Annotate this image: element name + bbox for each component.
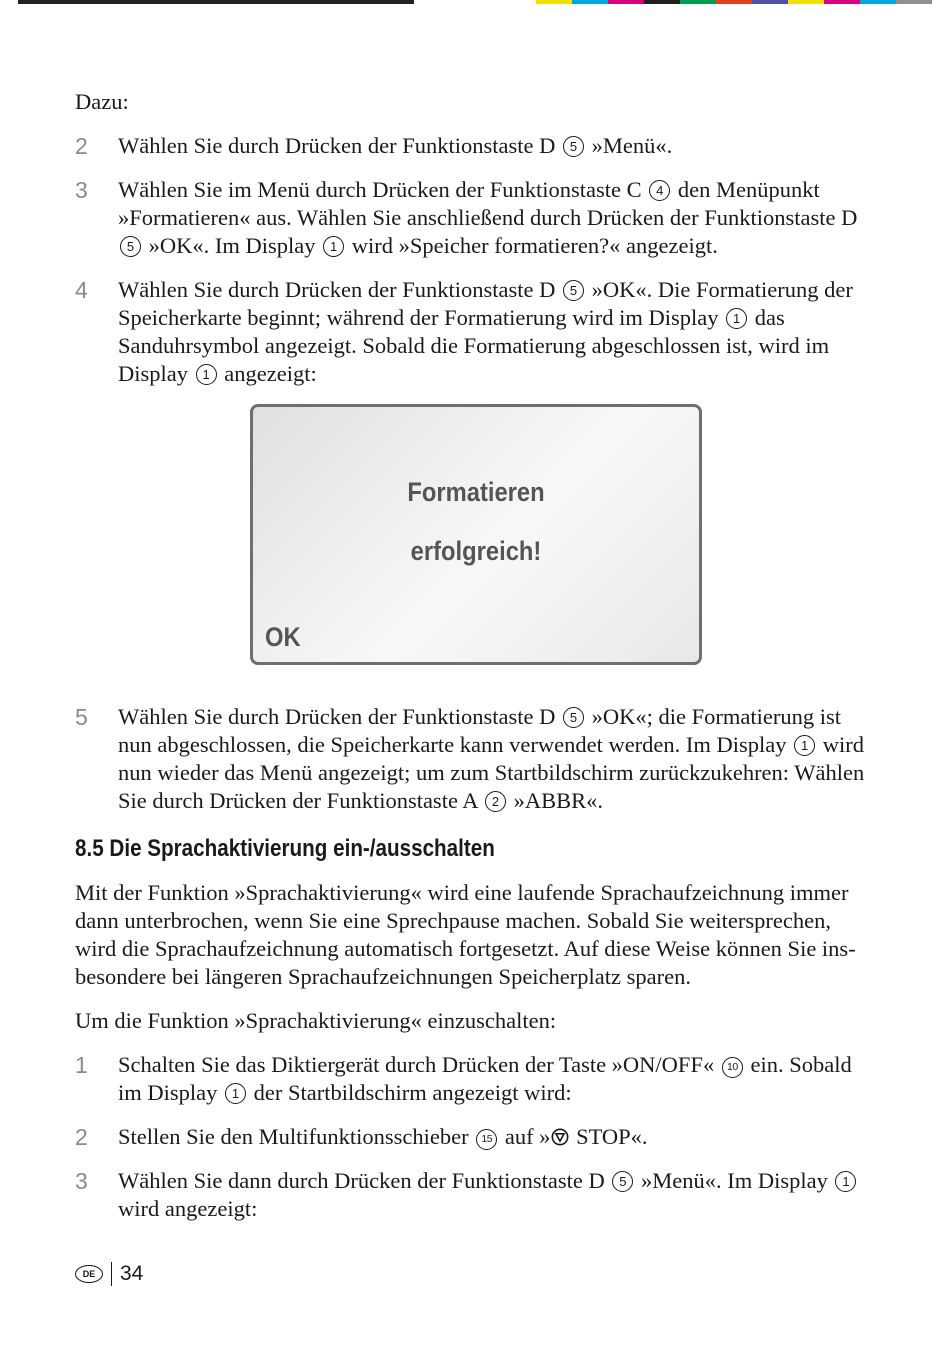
step-text-segment: »OK«. Im Display [143,233,322,258]
step-item [75,132,875,160]
color-bar-swatch [716,0,752,4]
step-text [118,133,672,158]
step-item [75,1051,875,1107]
step-text-segment: »Menü«. [586,133,673,158]
step-item [75,1123,875,1151]
reference-number-badge: 10 [722,1057,743,1078]
reference-number-badge: 4 [649,180,670,201]
step-text-segment: wird nun wieder das Menü angezeigt; um zum Startbildschirm zurückzukehren: Wählen Sie durch Drücken der Funktionstaste A [118,732,865,813]
step-list-formatting-end [75,703,875,815]
color-bar-swatch [572,0,608,4]
color-bar-swatch [608,0,644,4]
section-lead-text: Um die Funktion »Sprachaktivierung« einzuschalten: [75,1008,557,1033]
step-text-segment: den Menüpunkt »Formatieren« aus. Wählen Sie anschließend durch Drücken der Funktionstaste D [118,177,858,230]
step-text-segment: wird angezeigt: [118,1196,258,1221]
step-text-segment: ein. Sobald im Display [118,1052,852,1105]
step-item [75,176,875,260]
step-text-segment: Wählen Sie dann durch Drücken der Funktionstaste D [118,1168,611,1193]
step-text [118,277,853,386]
step-number: 3 [75,1168,88,1194]
step-number: 3 [75,177,88,203]
step-text-segment: das Sanduhrsymbol angezeigt. Sobald die Formatierung abgeschlossen ist, wird im Display [118,305,830,386]
section-paragraph: Mit der Funktion »Sprachaktivierung« wird eine laufende Sprachaufzeichnung immer dann unterbrochen, wenn Sie eine Sprechpause machen. Sobald Sie weitersprechen, wird die Sprachaufzeichnung automatisch fortgesetzt. Auf diese Weise können Sie insbesondere bei längeren Sprachaufzeichnungen Speicherplatz sparen. [75,880,856,989]
color-bar-swatch [536,0,572,4]
step-text-segment: angezeigt: [218,361,317,386]
reference-number-badge: 5 [612,1171,633,1192]
reference-number-badge: 1 [225,1083,246,1104]
reference-number-badge: 1 [794,735,815,756]
step-text [118,1124,648,1149]
step-text-segment: Stellen Sie den Multifunktionsschieber [118,1124,475,1149]
color-bar-swatch [680,0,716,4]
step-text [118,1052,852,1105]
reference-number-badge: 1 [726,308,747,329]
color-bar-swatch [824,0,860,4]
reference-number-badge: 1 [835,1171,856,1192]
intro-text: Dazu: [75,89,129,114]
reference-number-badge: 5 [563,280,584,301]
step-item [75,703,875,815]
step-text-segment: Wählen Sie durch Drücken der Funktionstaste D [118,277,562,302]
step-text [118,177,857,258]
step-number: 4 [75,277,88,303]
reference-number-badge: 5 [563,136,584,157]
step-list-formatting [75,132,875,388]
step-number: 2 [75,133,88,159]
step-text-segment: »OK«; die Formatierung ist nun abgeschlossen, die Speicherkarte kann verwendet werden. Im Display [118,704,841,757]
reference-number-badge: 1 [323,236,344,257]
page-content [75,88,875,1239]
step-text-segment: »ABBR«. [507,788,603,813]
step-list-voice-activation [75,1051,875,1223]
step-number: 5 [75,704,88,730]
step-text-segment: der Startbildschirm angezeigt wird: [248,1080,572,1105]
step-text-segment: Schalten Sie das Diktiergerät durch Drücken der Taste »ON/OFF« [118,1052,720,1077]
color-bar-swatch [896,0,932,4]
reference-number-badge: 1 [196,364,217,385]
step-text-segment: »Menü«. Im Display [635,1168,834,1193]
display-line-2: erfolgreich! [410,536,542,566]
display-softkey-label: OK [265,622,301,652]
display-line-1: Formatieren [407,477,545,507]
step-text-segment: »OK«. Die Formatierung der Speicherkarte beginnt; während der Formatierung wird im Display [118,277,853,330]
step-text-segment: Wählen Sie im Menü durch Drücken der Funktionstaste C [118,177,648,202]
step-text-segment: Wählen Sie durch Drücken der Funktionstaste D [118,704,562,729]
page-footer [75,1262,143,1286]
footer-divider [111,1262,112,1286]
step-text [118,704,864,813]
reference-number-badge: 5 [120,236,141,257]
step-text [118,1168,858,1221]
page-number: 34 [120,1262,144,1285]
section-heading: 8.5 Die Sprachaktivierung ein-/ausschalten [75,835,495,862]
print-color-bar [536,0,932,4]
step-item [75,276,875,388]
print-registration-bar-left [18,0,414,4]
stop-icon [551,1128,569,1146]
display-screen-illustration [250,404,702,665]
color-bar-swatch [644,0,680,4]
step-text-segment: STOP«. [570,1124,648,1149]
step-number: 1 [75,1052,88,1078]
step-number: 2 [75,1124,88,1150]
step-item [75,1167,875,1223]
step-text-segment: auf » [499,1124,551,1149]
color-bar-swatch [788,0,824,4]
reference-number-badge: 5 [563,707,584,728]
step-text-segment: Wählen Sie durch Drücken der Funktionstaste D [118,133,562,158]
reference-number-badge: 15 [476,1129,497,1150]
language-badge: DE [75,1265,103,1283]
color-bar-swatch [860,0,896,4]
color-bar-swatch [752,0,788,4]
reference-number-badge: 2 [485,791,506,812]
step-text-segment: wird »Speicher formatieren?« angezeigt. [346,233,718,258]
